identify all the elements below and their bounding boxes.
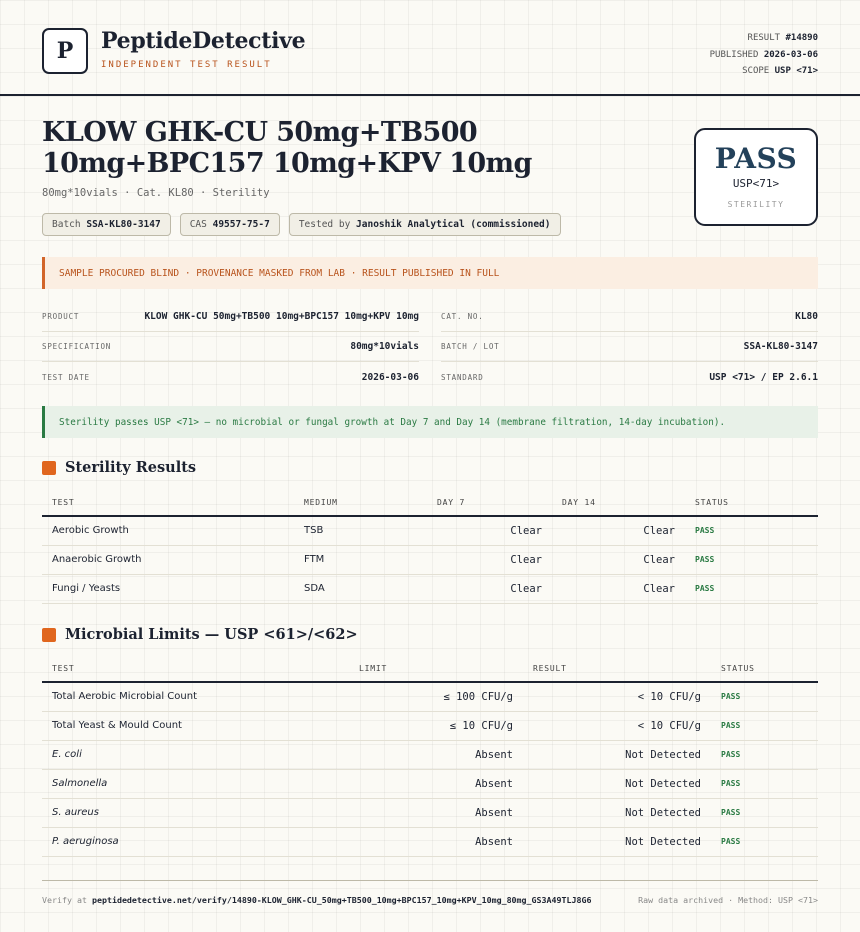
procurement-banner: SAMPLE PROCURED BLIND · PROVENANCE MASKED FROM LAB · RESULT PUBLISHED IN FULL (42, 257, 818, 289)
table-row: S. aureus Absent Not Detected PASS (42, 798, 818, 827)
brand-tagline: INDEPENDENT TEST RESULT (101, 60, 272, 70)
page-header (0, 0, 860, 96)
info-test-date: TEST DATE 2026-03-06 (42, 371, 419, 383)
info-cat-no: CAT. NO. KL80 (441, 302, 818, 332)
status-badge: PASS (711, 740, 818, 769)
brand-logo: P (42, 28, 88, 74)
tested-by-chip: Tested by Janoshik Analytical (commissioned) (289, 213, 561, 236)
summary-note: Sterility passes USP <71> — no microbial or fungal growth at Day 7 and Day 14 (membrane filtration, 14-day incubation). (42, 406, 818, 438)
result-meta (710, 30, 818, 80)
info-specification: SPECIFICATION 80mg*10vials (42, 332, 419, 362)
batch-chip: Batch SSA-KL80-3147 (42, 213, 171, 236)
table-row: Fungi / Yeasts SDA Clear Clear PASS (42, 574, 818, 603)
verdict-word: PASS (714, 142, 798, 175)
status-badge: PASS (711, 711, 818, 740)
table-header-row: TEST LIMIT RESULT STATUS (42, 655, 818, 682)
info-standard: STANDARD USP <71> / EP 2.6.1 (441, 371, 818, 383)
table-row: Aerobic Growth TSB Clear Clear PASS (42, 516, 818, 545)
meta-published: PUBLISHED 2026-03-06 (709, 49, 818, 60)
status-badge: PASS (711, 827, 818, 856)
footer-method-note: Raw data archived · Method: USP <71> (638, 895, 818, 905)
meta-result: RESULT #14890 (747, 33, 818, 43)
info-batch-lot: BATCH / LOT SSA-KL80-3147 (441, 332, 818, 362)
table-row: P. aeruginosa Absent Not Detected PASS (42, 827, 818, 856)
footer-divider (42, 880, 818, 881)
verify-link[interactable]: peptidedetective.net/verify/14890-KLOW_GHK-CU_50mg+TB500_10mg+BPC157_10mg+KPV_10mg_80mg_GS3A49TLJ8G6 (91, 895, 592, 905)
product-title: KLOW GHK-CU 50mg+TB500 10mg+BPC157 10mg+KPV 10mg (42, 117, 532, 179)
table-row: E. coli Absent Not Detected PASS (42, 740, 818, 769)
verify-link-row: Verify at peptidedetective.net/verify/14890-KLOW_GHK-CU_50mg+TB500_10mg+BPC157_10mg+KPV_10mg_80mg_GS3A49TLJ8G6 (42, 895, 592, 905)
brand-name[interactable]: PeptideDetective (101, 28, 306, 54)
section-marker-icon (42, 628, 56, 642)
table-row: Anaerobic Growth FTM Clear Clear PASS (42, 545, 818, 574)
verdict-label: STERILITY (727, 200, 785, 209)
table-row: Total Aerobic Microbial Count ≤ 100 CFU/g < 10 CFU/g PASS (42, 682, 818, 711)
verdict-badge (694, 128, 818, 226)
status-badge: PASS (685, 545, 818, 574)
table-row: Total Yeast & Mould Count ≤ 10 CFU/g < 10 CFU/g PASS (42, 711, 818, 740)
sterility-table (42, 489, 818, 604)
product-subtitle: 80mg*10vials · Cat. KL80 · Sterility (42, 187, 270, 199)
verdict-standard: USP<71> (732, 177, 780, 190)
meta-scope: SCOPE USP <71> (742, 66, 818, 76)
status-badge: PASS (711, 769, 818, 798)
status-badge: PASS (685, 574, 818, 603)
product-chips (42, 213, 561, 236)
table-row: Salmonella Absent Not Detected PASS (42, 769, 818, 798)
status-badge: PASS (711, 798, 818, 827)
status-badge: PASS (685, 516, 818, 545)
microbial-table (42, 655, 818, 857)
sterility-section-title: Sterility Results (42, 459, 196, 476)
section-marker-icon (42, 461, 56, 475)
table-header-row: TEST MEDIUM DAY 7 DAY 14 STATUS (42, 489, 818, 516)
info-product: PRODUCT KLOW GHK-CU 50mg+TB500 10mg+BPC157 10mg+KPV 10mg (42, 302, 419, 332)
status-badge: PASS (711, 682, 818, 711)
microbial-section-title: Microbial Limits — USP <61>/<62> (42, 626, 358, 643)
cas-chip: CAS 49557-75-7 (180, 213, 280, 236)
